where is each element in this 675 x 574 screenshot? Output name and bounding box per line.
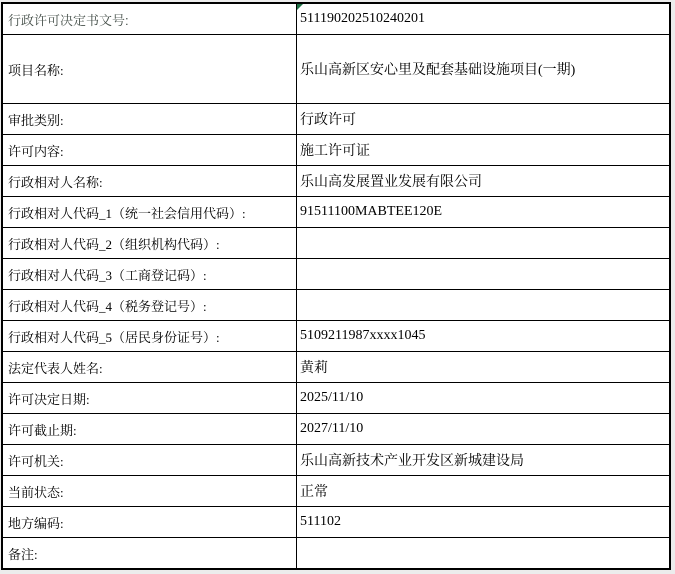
field-value-permit-decision-date: 2025/11/10 [297, 383, 671, 414]
cell-error-indicator-triangle-icon [297, 4, 303, 10]
field-value-approval-category: 行政许可 [297, 104, 671, 135]
field-value-permit-content: 施工许可证 [297, 135, 671, 166]
row-remarks [2, 538, 670, 570]
field-label-permit-decision-doc-number: 行政许可决定书文号: [2, 3, 297, 35]
field-label-local-code: 地方编码: [2, 507, 297, 538]
row-permit-decision-date [2, 383, 670, 414]
field-label-permit-authority: 许可机关: [2, 445, 297, 476]
row-current-status [2, 476, 670, 507]
field-label-current-status: 当前状态: [2, 476, 297, 507]
field-label-counterpart-code-2: 行政相对人代码_2（组织机构代码）: [2, 228, 297, 259]
row-permit-expiry-date [2, 414, 670, 445]
field-value-counterpart-code-1: 91511100MABTEE120E [297, 197, 671, 228]
field-value-counterpart-code-4 [297, 290, 671, 321]
row-local-code [2, 507, 670, 538]
field-value-local-code: 511102 [297, 507, 671, 538]
row-project-name [2, 35, 670, 104]
permit-info-table [1, 2, 671, 570]
row-legal-representative-name [2, 352, 670, 383]
field-value-counterpart-code-5: 5109211987xxxx1045 [297, 321, 671, 352]
field-label-counterpart-code-3: 行政相对人代码_3（工商登记码）: [2, 259, 297, 290]
field-label-permit-expiry-date: 许可截止期: [2, 414, 297, 445]
permit-decision-doc-number-text: 511190202510240201 [300, 11, 425, 26]
row-counterpart-name [2, 166, 670, 197]
field-value-permit-decision-doc-number [297, 3, 671, 35]
field-label-remarks: 备注: [2, 538, 297, 570]
field-value-project-name: 乐山高新区安心里及配套基础设施项目(一期) [297, 35, 671, 104]
row-counterpart-code-4 [2, 290, 670, 321]
field-label-legal-representative-name: 法定代表人姓名: [2, 352, 297, 383]
field-value-remarks [297, 538, 671, 570]
field-label-counterpart-code-4: 行政相对人代码_4（税务登记号）: [2, 290, 297, 321]
field-label-counterpart-code-5: 行政相对人代码_5（居民身份证号）: [2, 321, 297, 352]
field-value-legal-representative-name: 黄莉 [297, 352, 671, 383]
field-value-counterpart-code-3 [297, 259, 671, 290]
field-value-counterpart-name: 乐山高发展置业发展有限公司 [297, 166, 671, 197]
field-value-current-status: 正常 [297, 476, 671, 507]
field-label-approval-category: 审批类别: [2, 104, 297, 135]
row-counterpart-code-5 [2, 321, 670, 352]
field-label-project-name: 项目名称: [2, 35, 297, 104]
field-value-counterpart-code-2 [297, 228, 671, 259]
row-counterpart-code-3 [2, 259, 670, 290]
field-label-counterpart-code-1: 行政相对人代码_1（统一社会信用代码）: [2, 197, 297, 228]
row-permit-content [2, 135, 670, 166]
row-permit-decision-doc-number [2, 3, 670, 35]
field-label-counterpart-name: 行政相对人名称: [2, 166, 297, 197]
row-counterpart-code-1 [2, 197, 670, 228]
field-label-permit-decision-date: 许可决定日期: [2, 383, 297, 414]
row-approval-category [2, 104, 670, 135]
field-value-permit-expiry-date: 2027/11/10 [297, 414, 671, 445]
field-value-permit-authority: 乐山高新技术产业开发区新城建设局 [297, 445, 671, 476]
row-permit-authority [2, 445, 670, 476]
row-counterpart-code-2 [2, 228, 670, 259]
field-label-permit-content: 许可内容: [2, 135, 297, 166]
